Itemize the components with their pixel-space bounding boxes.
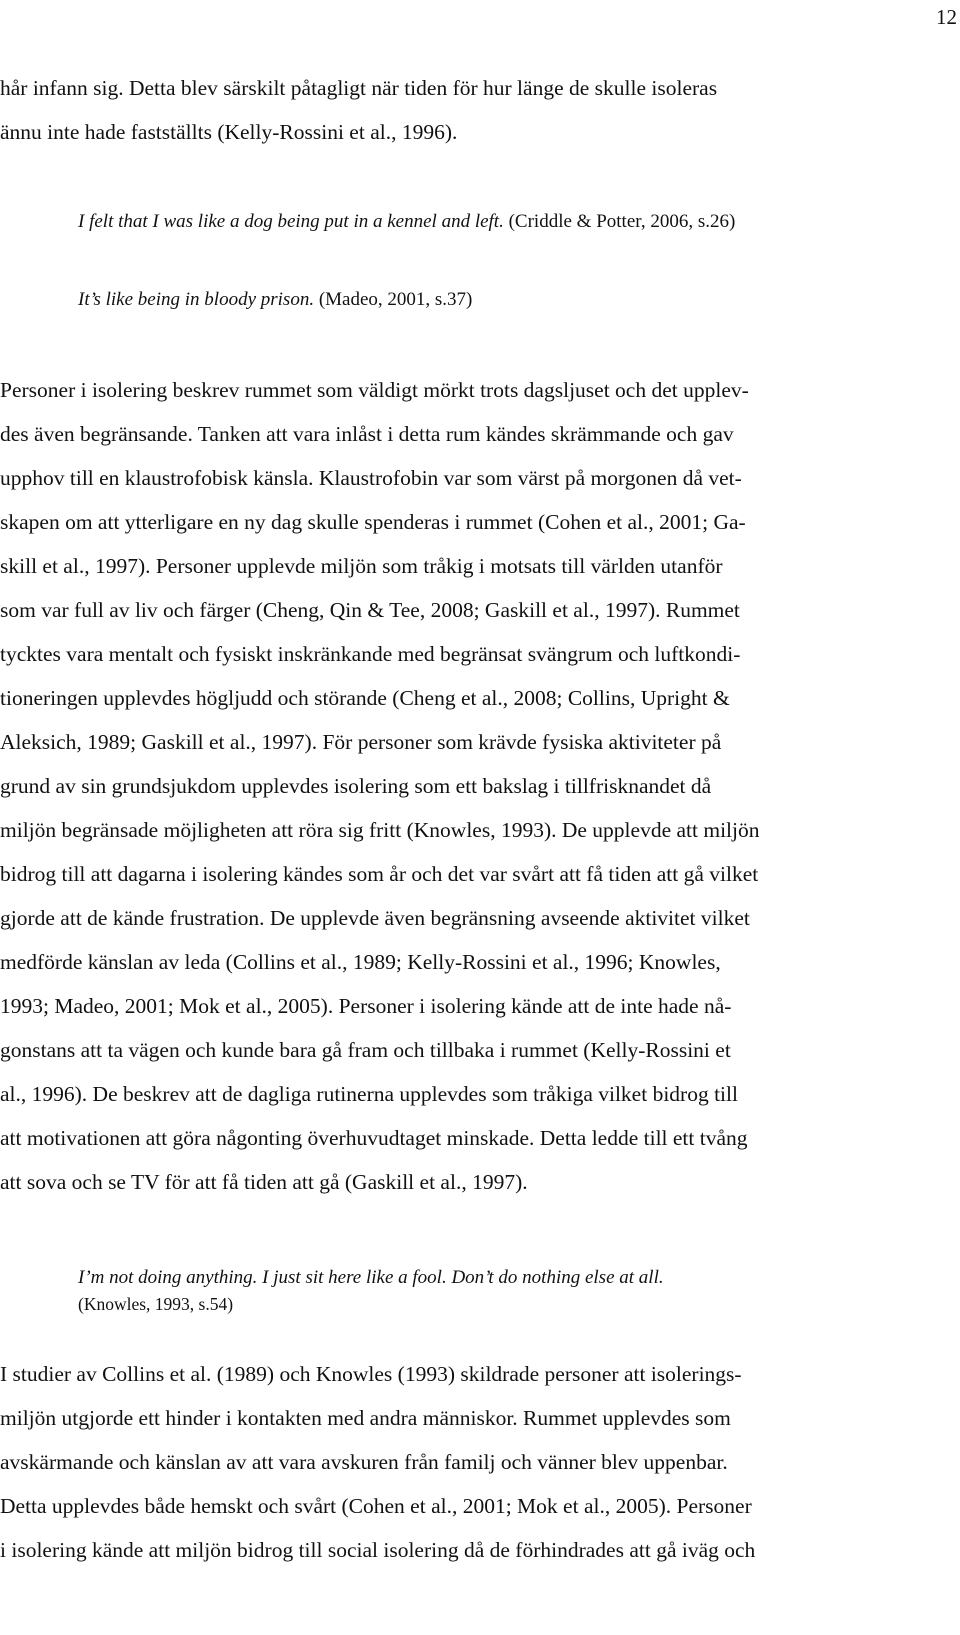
paragraph-line: I studier av Collins et al. (1989) och Knowles (1993) skildrade personer att isolerings- — [0, 1362, 742, 1386]
paragraph-line: i isolering kände att miljön bidrog till social isolering då de förhindrades att gå iväg och — [0, 1538, 756, 1562]
paragraph-line: Personer i isolering beskrev rummet som väldigt mörkt trots dagsljuset och det upplev- — [0, 378, 749, 402]
paragraph-line: som var full av liv och färger (Cheng, Qin & Tee, 2008; Gaskill et al., 1997). Rummet — [0, 598, 740, 622]
quote-citation: (Madeo, 2001, s.37) — [314, 289, 473, 310]
paragraph-line: medförde känslan av leda (Collins et al., 1989; Kelly-Rossini et al., 1996; Knowles, — [0, 950, 721, 974]
page-number: 12 — [936, 5, 957, 29]
paragraph-line: miljön utgjorde ett hinder i kontakten med andra människor. Rummet upplevdes som — [0, 1406, 731, 1430]
paragraph-line: upphov till en klaustrofobisk känsla. Klaustrofobin var som värst på morgonen då vet- — [0, 466, 742, 490]
paragraph-line: Aleksich, 1989; Gaskill et al., 1997). För personer som krävde fysiska aktiviteter på — [0, 730, 722, 754]
paragraph-line: skapen om att ytterligare en ny dag skulle spenderas i rummet (Cohen et al., 2001; Ga- — [0, 510, 746, 534]
paragraph-line: grund av sin grundsjukdom upplevdes isolering som ett bakslag i tillfrisknandet då — [0, 774, 712, 798]
quote-text: It’s like being in bloody prison. — [78, 289, 315, 310]
paragraph-line: Detta upplevdes både hemskt och svårt (Cohen et al., 2001; Mok et al., 2005). Personer — [0, 1494, 752, 1518]
intro-line: hår infann sig. Detta blev särskilt påtagligt när tiden för hur länge de skulle isoleras — [0, 76, 718, 100]
intro-line: ännu inte hade fastställts (Kelly-Rossini et al., 1996). — [0, 120, 458, 144]
paragraph-line: skill et al., 1997). Personer upplevde miljön som tråkig i motsats till världen utanför — [0, 554, 723, 578]
paragraph-line: des även begränsande. Tanken att vara inlåst i detta rum kändes skrämmande och gav — [0, 422, 734, 446]
quote-text: I’m not doing anything. I just sit here like a fool. Don’t do nothing else at all. — [78, 1267, 664, 1288]
block-quote — [78, 287, 472, 313]
quote-citation: (Criddle & Potter, 2006, s.26) — [503, 211, 736, 232]
paragraph-line: bidrog till att dagarna i isolering kändes som år och det var svårt att få tiden att gå vilket — [0, 862, 759, 886]
paragraph-line: miljön begränsade möjligheten att röra sig fritt (Knowles, 1993). De upplevde att miljön — [0, 818, 760, 842]
paragraph-line: al., 1996). De beskrev att de dagliga rutinerna upplevdes som tråkiga vilket bidrog till — [0, 1082, 738, 1106]
paragraph-line: tioneringen upplevdes högljudd och störande (Cheng et al., 2008; Collins, Upright & — [0, 686, 730, 710]
quote-citation: (Knowles, 1993, s.54) — [78, 1294, 234, 1314]
paragraph-line: 1993; Madeo, 2001; Mok et al., 2005). Personer i isolering kände att de inte hade nå- — [0, 994, 732, 1018]
paragraph-line: att motivationen att göra någonting överhuvudtaget minskade. Detta ledde till ett tvång — [0, 1126, 748, 1150]
paragraph-line: gonstans att ta vägen och kunde bara gå fram och tillbaka i rummet (Kelly-Rossini et — [0, 1038, 731, 1062]
paragraph-line: att sova och se TV för att få tiden att gå (Gaskill et al., 1997). — [0, 1170, 528, 1194]
paragraph-line: tycktes vara mentalt och fysiskt inskränkande med begränsat svängrum och luftkondi- — [0, 642, 741, 666]
paragraph-line: avskärmande och känslan av att vara avskuren från familj och vänner blev uppenbar. — [0, 1450, 728, 1474]
block-quote-text — [78, 1265, 664, 1291]
quote-text: I felt that I was like a dog being put in a kennel and left. — [78, 211, 504, 232]
block-quote — [78, 209, 735, 235]
paragraph-line: gjorde att de kände frustration. De upplevde även begränsning avseende aktivitet vilket — [0, 906, 750, 930]
